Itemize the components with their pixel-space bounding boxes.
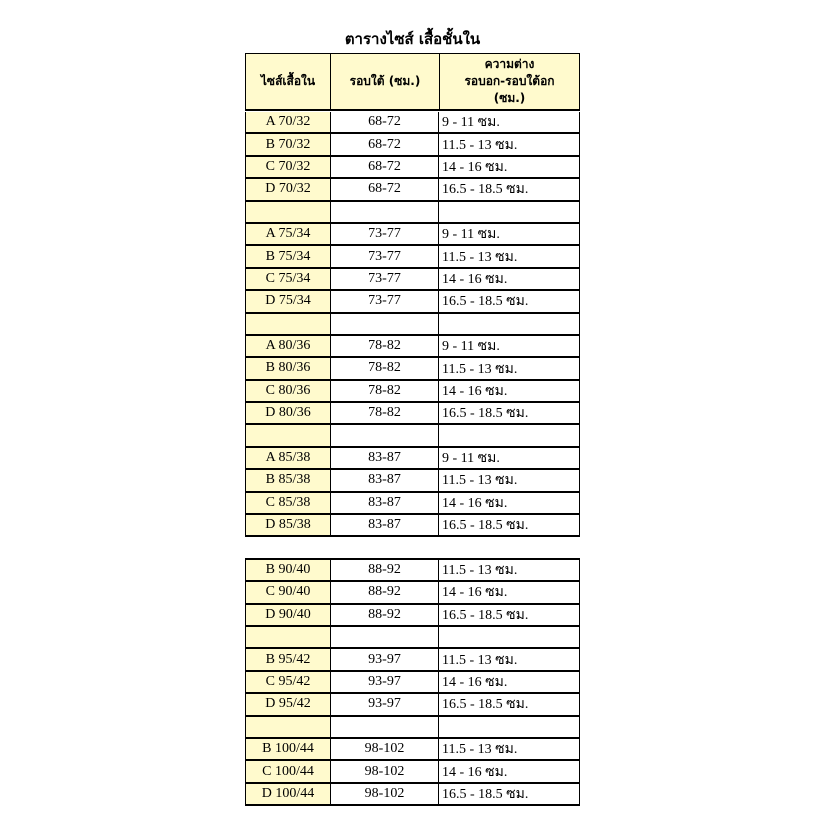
- underbust-cell: 93-97: [331, 694, 439, 714]
- underbust-cell: 68-72: [331, 179, 439, 199]
- size-cell: [245, 202, 331, 222]
- table-row: [245, 246, 580, 268]
- underbust-cell: 68-72: [331, 112, 439, 132]
- underbust-cell: 73-77: [331, 246, 439, 266]
- difference-cell: [439, 425, 580, 445]
- difference-cell: 9 - 11 ซม.: [439, 224, 580, 244]
- table-blank-row: [245, 627, 580, 649]
- table-row: [245, 515, 580, 537]
- table-header: [245, 53, 580, 111]
- table-row: [245, 157, 580, 179]
- size-cell: A 80/36: [245, 336, 331, 356]
- table-row: [245, 470, 580, 492]
- difference-cell: 9 - 11 ซม.: [439, 448, 580, 468]
- size-cell: D 70/32: [245, 179, 331, 199]
- difference-cell: 16.5 - 18.5 ซม.: [439, 179, 580, 199]
- underbust-cell: 73-77: [331, 224, 439, 244]
- underbust-cell: [331, 202, 439, 222]
- table-row: [245, 694, 580, 716]
- underbust-cell: 83-87: [331, 448, 439, 468]
- difference-cell: 16.5 - 18.5 ซม.: [439, 291, 580, 311]
- size-cell: C 70/32: [245, 157, 331, 177]
- size-cell: B 75/34: [245, 246, 331, 266]
- difference-cell: 14 - 16 ซม.: [439, 381, 580, 401]
- underbust-cell: 78-82: [331, 336, 439, 356]
- size-cell: B 80/36: [245, 358, 331, 378]
- table-blank-row: [245, 425, 580, 447]
- size-cell: [245, 717, 331, 737]
- table-blank-row: [245, 202, 580, 224]
- size-cell: B 95/42: [245, 649, 331, 669]
- table-row: [245, 560, 580, 582]
- difference-cell: 11.5 - 13 ซม.: [439, 470, 580, 490]
- size-cell: C 75/34: [245, 269, 331, 289]
- table-row: [245, 291, 580, 313]
- underbust-cell: 73-77: [331, 269, 439, 289]
- size-table-body: [245, 112, 580, 806]
- table-row: [245, 582, 580, 604]
- size-cell: D 75/34: [245, 291, 331, 311]
- difference-cell: [439, 627, 580, 647]
- table-blank-row: [245, 314, 580, 336]
- size-cell: [245, 627, 331, 647]
- size-cell: B 100/44: [245, 739, 331, 759]
- table-row: [245, 224, 580, 246]
- size-cell: C 90/40: [245, 582, 331, 602]
- header-difference: ความต่าง รอบอก-รอบใต้อก (ซม.): [464, 57, 555, 105]
- table-row: [245, 134, 580, 156]
- underbust-cell: 83-87: [331, 470, 439, 490]
- size-cell: A 75/34: [245, 224, 331, 244]
- table-row: [245, 605, 580, 627]
- underbust-cell: [331, 627, 439, 647]
- size-cell: C 100/44: [245, 761, 331, 781]
- difference-cell: 14 - 16 ซม.: [439, 157, 580, 177]
- table-row: [245, 381, 580, 403]
- size-cell: C 80/36: [245, 381, 331, 401]
- difference-cell: 11.5 - 13 ซม.: [439, 246, 580, 266]
- size-cell: D 85/38: [245, 515, 331, 535]
- difference-cell: 14 - 16 ซม.: [439, 582, 580, 602]
- table-row: [245, 179, 580, 201]
- underbust-cell: 93-97: [331, 672, 439, 692]
- header-underbust: รอบใต้ (ซม.): [331, 54, 440, 109]
- table-blank-row: [245, 717, 580, 739]
- table-row: [245, 649, 580, 671]
- difference-cell: 16.5 - 18.5 ซม.: [439, 694, 580, 714]
- difference-cell: 14 - 16 ซม.: [439, 493, 580, 513]
- difference-cell: 11.5 - 13 ซม.: [439, 649, 580, 669]
- difference-cell: 11.5 - 13 ซม.: [439, 358, 580, 378]
- underbust-cell: 83-87: [331, 493, 439, 513]
- size-cell: D 80/36: [245, 403, 331, 423]
- difference-cell: 16.5 - 18.5 ซม.: [439, 403, 580, 423]
- underbust-cell: 98-102: [331, 761, 439, 781]
- underbust-cell: 88-92: [331, 605, 439, 625]
- underbust-cell: 88-92: [331, 582, 439, 602]
- difference-cell: 14 - 16 ซม.: [439, 761, 580, 781]
- difference-cell: [439, 717, 580, 737]
- underbust-cell: [331, 314, 439, 334]
- underbust-cell: 98-102: [331, 784, 439, 804]
- size-cell: C 95/42: [245, 672, 331, 692]
- size-cell: D 90/40: [245, 605, 331, 625]
- table-row: [245, 493, 580, 515]
- difference-cell: [439, 202, 580, 222]
- size-cell: C 85/38: [245, 493, 331, 513]
- header-size: ไซส์เสื้อใน: [246, 54, 331, 109]
- underbust-cell: 68-72: [331, 134, 439, 154]
- table-row: [245, 448, 580, 470]
- table-row: [245, 672, 580, 694]
- size-cell: D 100/44: [245, 784, 331, 804]
- difference-cell: 11.5 - 13 ซม.: [439, 134, 580, 154]
- underbust-cell: 78-82: [331, 358, 439, 378]
- table-row: [245, 336, 580, 358]
- underbust-cell: 68-72: [331, 157, 439, 177]
- table-row: [245, 784, 580, 806]
- table-row: [245, 269, 580, 291]
- underbust-cell: 83-87: [331, 515, 439, 535]
- size-cell: A 85/38: [245, 448, 331, 468]
- table-row: [245, 112, 580, 134]
- size-cell: B 70/32: [245, 134, 331, 154]
- difference-cell: 14 - 16 ซม.: [439, 672, 580, 692]
- table-gap-row: [245, 537, 580, 559]
- difference-cell: 9 - 11 ซม.: [439, 336, 580, 356]
- table-row: [245, 358, 580, 380]
- underbust-cell: 78-82: [331, 403, 439, 423]
- difference-cell: 16.5 - 18.5 ซม.: [439, 515, 580, 535]
- difference-cell: 16.5 - 18.5 ซม.: [439, 605, 580, 625]
- underbust-cell: [331, 425, 439, 445]
- difference-cell: 9 - 11 ซม.: [439, 112, 580, 132]
- difference-cell: 11.5 - 13 ซม.: [439, 560, 580, 580]
- difference-cell: 16.5 - 18.5 ซม.: [439, 784, 580, 804]
- underbust-cell: 88-92: [331, 560, 439, 580]
- difference-cell: 11.5 - 13 ซม.: [439, 739, 580, 759]
- size-cell: A 70/32: [245, 112, 331, 132]
- underbust-cell: 98-102: [331, 739, 439, 759]
- difference-cell: [439, 314, 580, 334]
- table-row: [245, 761, 580, 783]
- difference-cell: 14 - 16 ซม.: [439, 269, 580, 289]
- underbust-cell: [331, 717, 439, 737]
- size-cell: B 90/40: [245, 560, 331, 580]
- page-title: ตารางไซส์ เสื้อชั้นใน: [344, 30, 481, 48]
- size-cell: [245, 425, 331, 445]
- size-cell: B 85/38: [245, 470, 331, 490]
- size-cell: D 95/42: [245, 694, 331, 714]
- underbust-cell: 73-77: [331, 291, 439, 311]
- table-row: [245, 403, 580, 425]
- table-row: [245, 739, 580, 761]
- size-cell: [245, 314, 331, 334]
- underbust-cell: 78-82: [331, 381, 439, 401]
- underbust-cell: 93-97: [331, 649, 439, 669]
